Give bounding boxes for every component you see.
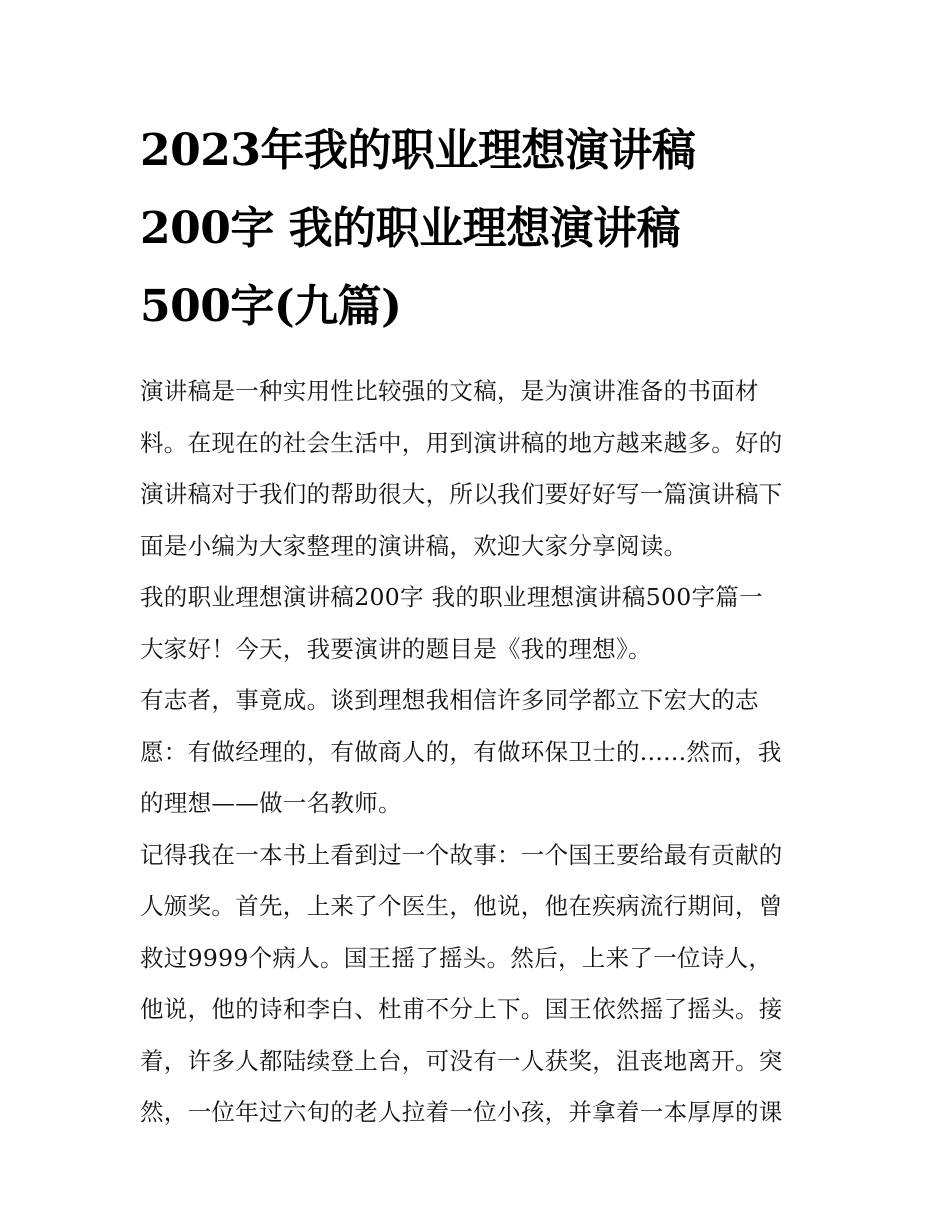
body-line: 演讲稿是一种实用性比较强的文稿，是为演讲准备的书面材 [140, 377, 759, 405]
body-line: 演讲稿对于我们的帮助很大，所以我们要好好写一篇演讲稿下 [140, 480, 783, 508]
body-line: 人颁奖。首先，上来了个医生，他说，他在疾病流行期间，曾 [140, 892, 783, 920]
title-line-1: 2023年我的职业理想演讲稿 [140, 125, 696, 176]
body-line: 大家好！今天，我要演讲的题目是《我的理想》。 [140, 634, 652, 663]
body-line: 然，一位年过六旬的老人拉着一位小孩，并拿着一本厚厚的课 [140, 1098, 783, 1126]
body-line: 我的职业理想演讲稿200字 我的职业理想演讲稿500字篇一 [140, 583, 763, 611]
document-title [140, 112, 815, 346]
document-page [140, 112, 815, 1139]
title-line-2: 200字 我的职业理想演讲稿 [140, 203, 681, 254]
body-line: 着，许多人都陆续登上台，可没有一人获奖，沮丧地离开。突 [140, 1046, 783, 1075]
body-line: 愿：有做经理的，有做商人的，有做环保卫士的......然而，我 [140, 737, 782, 766]
body-line: 的理想——做一名教师。 [140, 789, 402, 817]
body-line: 料。在现在的社会生活中，用到演讲稿的地方越来越多。好的 [140, 428, 783, 457]
body-line: 救过9999个病人。国王摇了摇头。然后，上来了一位诗人， [140, 943, 773, 972]
body-line: 有志者，事竟成。谈到理想我相信许多同学都立下宏大的志 [140, 686, 759, 714]
document-body [140, 366, 815, 1139]
body-line: 记得我在一本书上看到过一个故事：一个国王要给最有贡献的 [140, 840, 783, 869]
body-line: 他说，他的诗和李白、杜甫不分上下。国王依然摇了摇头。接 [140, 995, 783, 1023]
body-line: 面是小编为大家整理的演讲稿，欢迎大家分享阅读。 [140, 531, 688, 560]
title-line-3: 500字(九篇) [140, 281, 402, 332]
